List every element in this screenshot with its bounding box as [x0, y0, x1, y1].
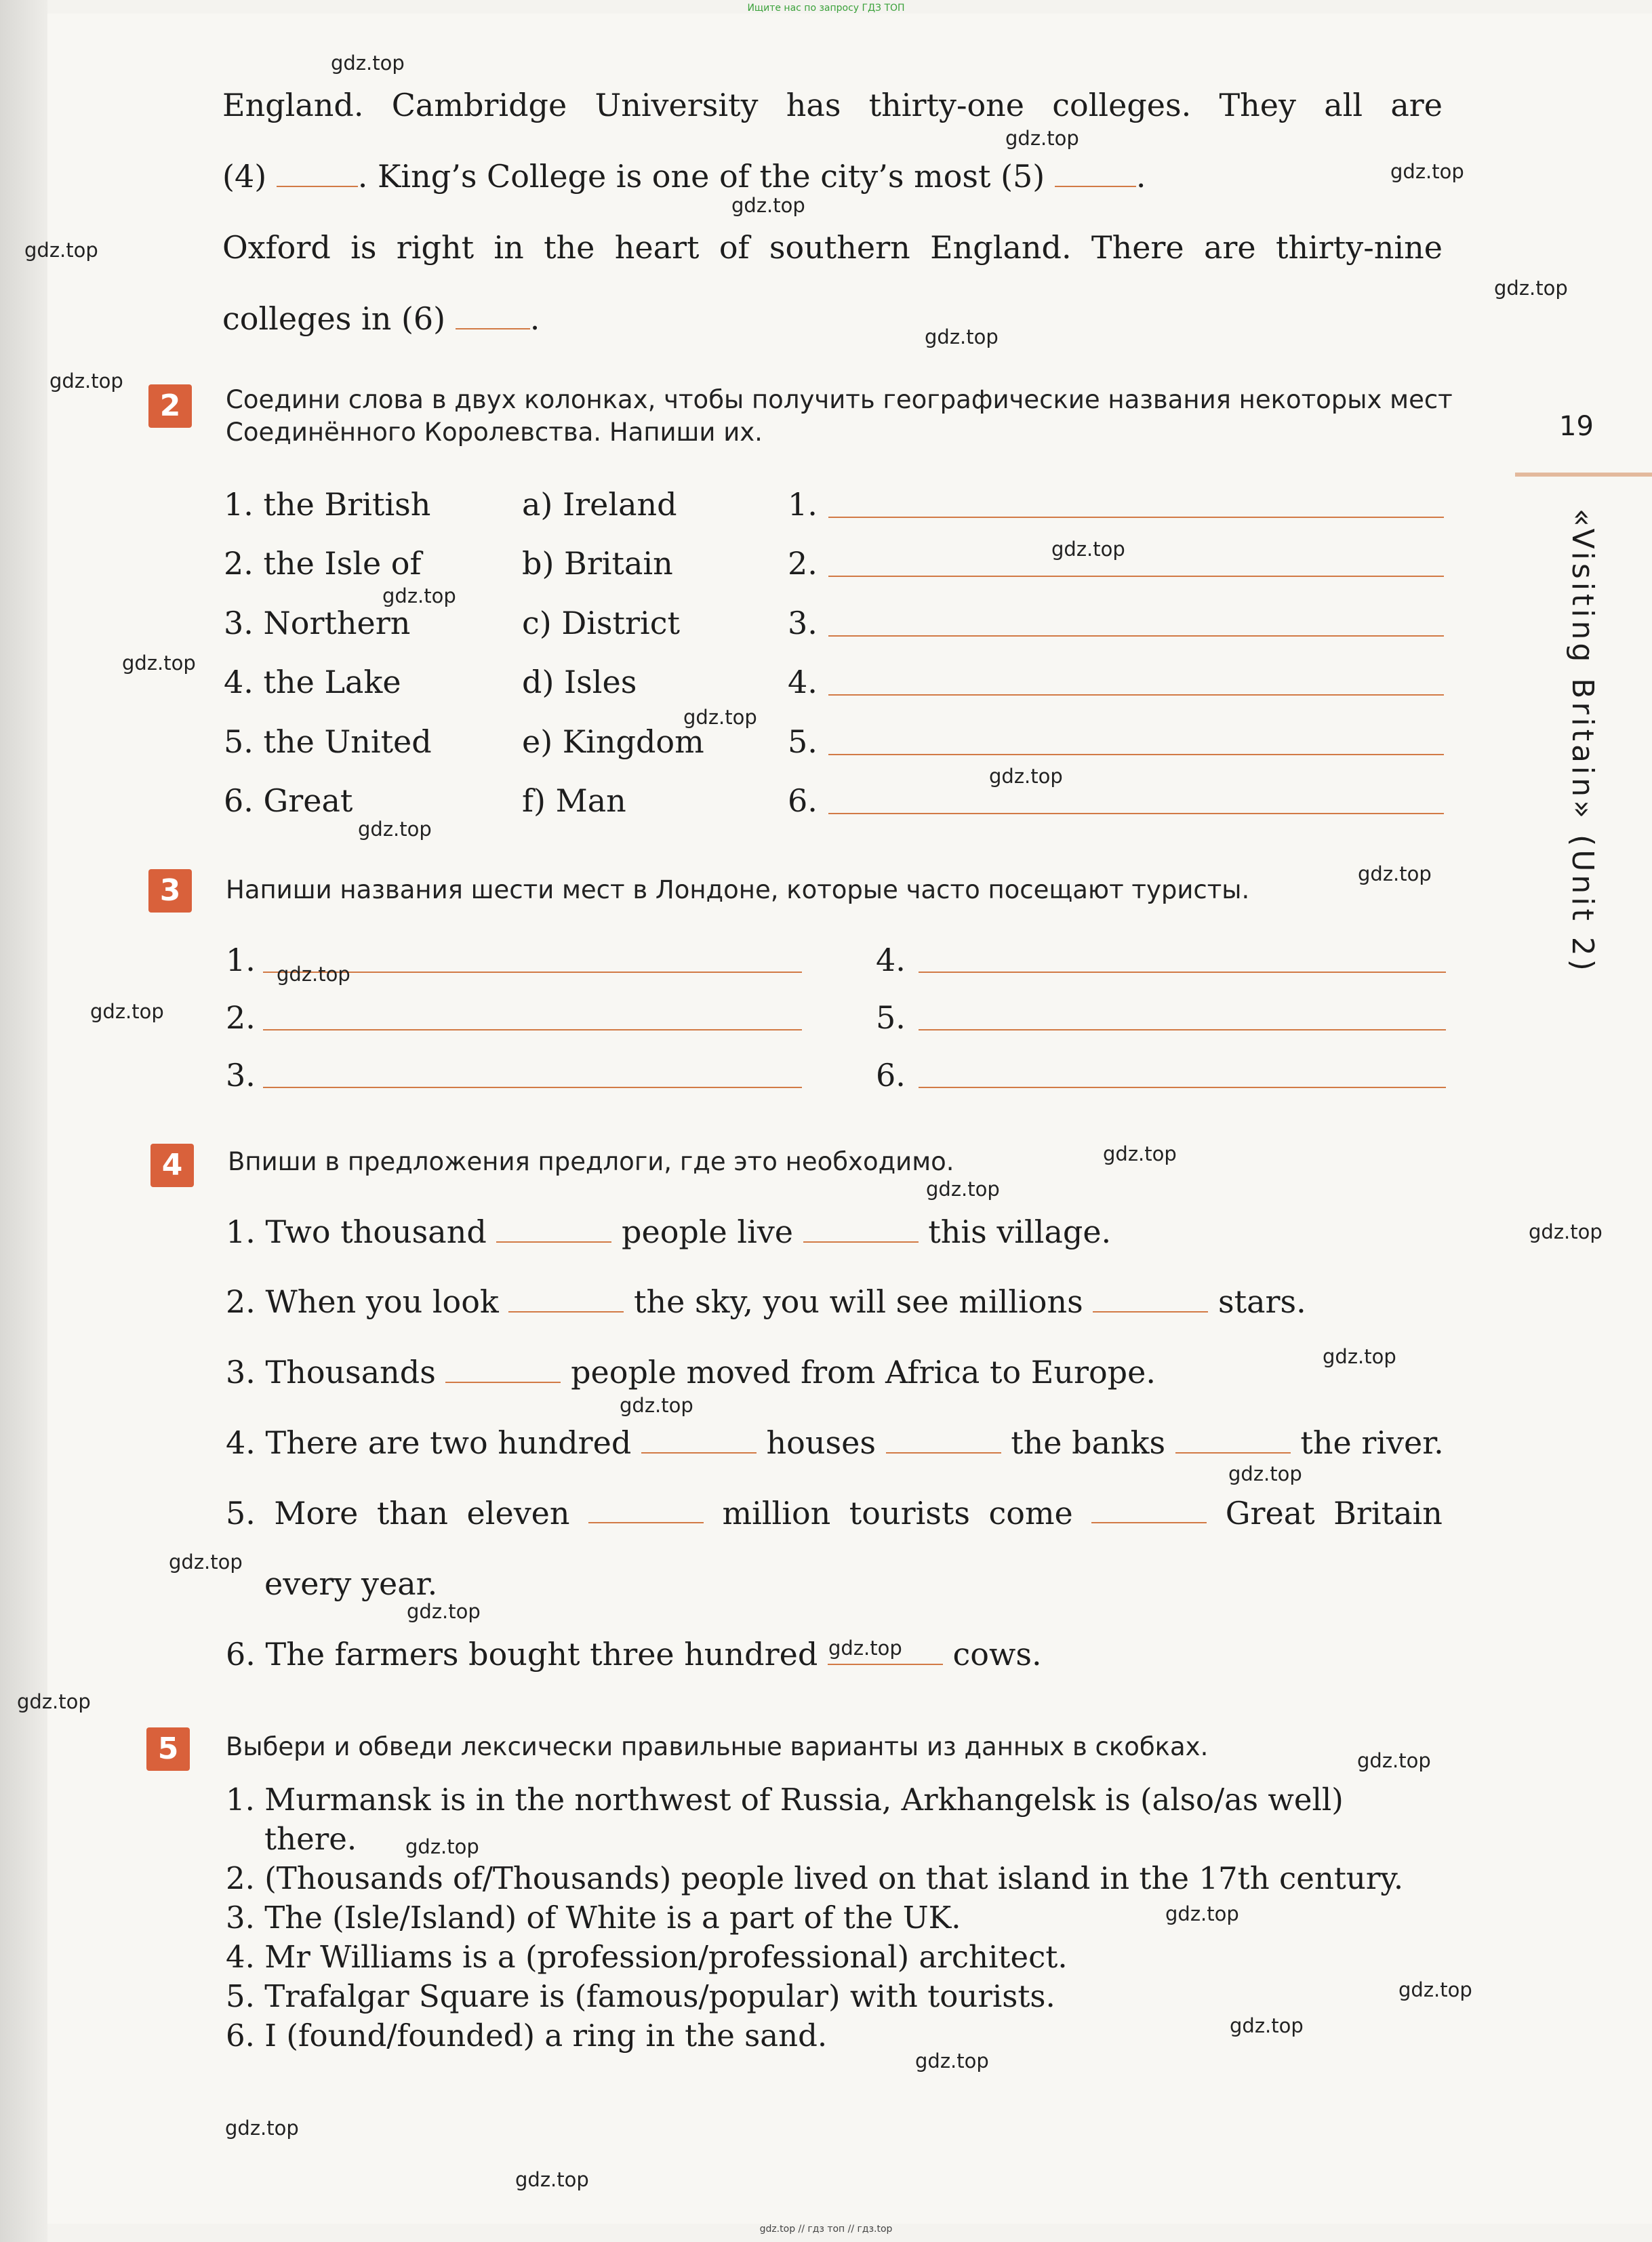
- task-2-answer-line[interactable]: [828, 576, 1444, 577]
- task-2-answer-number: 2.: [788, 545, 818, 582]
- watermark: gdz.top: [405, 1835, 479, 1858]
- task-4-sentence-2: 2. When you look the sky, you will see millions stars.: [226, 1283, 1306, 1320]
- task-2-left-item: 5. the United: [224, 723, 432, 760]
- task-3-answer-line[interactable]: [919, 1029, 1446, 1030]
- task-3-number: 6.: [876, 1057, 906, 1094]
- preposition-blank[interactable]: [588, 1495, 704, 1523]
- watermark: gdz.top: [1165, 1902, 1239, 1925]
- task-2-left-item: 3. Northern: [224, 605, 411, 641]
- watermark: gdz.top: [90, 1000, 164, 1023]
- watermark: gdz.top: [620, 1394, 693, 1417]
- watermark: gdz.top: [1398, 1978, 1472, 2001]
- watermark: gdz.top: [515, 2168, 589, 2191]
- watermark: gdz.top: [1357, 1749, 1431, 1772]
- task-2-answer-line[interactable]: [828, 635, 1444, 637]
- intro-line-2: (4) . King’s College is one of the city’s most (5) .: [222, 158, 1146, 195]
- watermark: gdz.top: [49, 369, 123, 393]
- header-note: Ищите нас по запросу ГДЗ ТОП: [747, 3, 905, 14]
- watermark: gdz.top: [731, 194, 805, 217]
- task-2-answer-number: 1.: [788, 486, 818, 523]
- answer-blank-5[interactable]: [1055, 159, 1136, 187]
- task-3-instruction: Напиши названия шести мест в Лондоне, которые часто посещают туристы.: [226, 875, 1250, 904]
- answer-blank-4[interactable]: [277, 159, 358, 187]
- preposition-blank[interactable]: [445, 1355, 561, 1383]
- task-2-answer-number: 4.: [788, 664, 818, 700]
- watermark: gdz.top: [331, 52, 405, 75]
- task-2-instruction: Соедини слова в двух колонках, чтобы получить географические названия некоторых мест Соединённого Королевства. Напиши их.: [226, 385, 1453, 447]
- task-2-answer-number: 3.: [788, 605, 818, 641]
- preposition-blank[interactable]: [1175, 1425, 1291, 1454]
- watermark: gdz.top: [1529, 1220, 1603, 1243]
- side-rule: [1515, 473, 1652, 477]
- watermark: gdz.top: [17, 1690, 91, 1713]
- intro-line-1: England. Cambridge University has thirty-one colleges. They all are: [222, 87, 1443, 123]
- task-2-left-item: 4. the Lake: [224, 664, 401, 700]
- watermark: gdz.top: [828, 1637, 902, 1660]
- task-3-answer-line[interactable]: [263, 1029, 802, 1030]
- intro-line-3: Oxford is right in the heart of southern England. There are thirty-nine: [222, 229, 1443, 266]
- task-2-answer-line[interactable]: [828, 517, 1444, 518]
- preposition-blank[interactable]: [1093, 1284, 1208, 1313]
- watermark: gdz.top: [225, 2117, 299, 2140]
- task-4-sentence-1: 1. Two thousand people live this village.: [226, 1214, 1112, 1250]
- task-2-right-item: e) Kingdom: [522, 723, 704, 760]
- task-5-item: 3. The (Isle/Island) of White is a part of the UK.: [226, 1900, 961, 1936]
- task-4-sentence-5-cont: every year.: [264, 1565, 438, 1602]
- task-5-item: 2. (Thousands of/Thousands) people lived on that island in the 17th century.: [226, 1860, 1404, 1896]
- task-3-number: 5.: [876, 999, 906, 1036]
- task-2-left-item: 2. the Isle of: [224, 545, 422, 582]
- task-2-left-item: 1. the British: [224, 486, 431, 523]
- task-4-sentence-6: 6. The farmers bought three hundred cows.: [226, 1636, 1042, 1673]
- task-3-number: 3.: [226, 1057, 256, 1094]
- task-2-right-item: b) Britain: [522, 545, 673, 582]
- task-3-number: 4.: [876, 942, 906, 978]
- task-3-number: 2.: [226, 999, 256, 1036]
- watermark: gdz.top: [1051, 538, 1125, 561]
- watermark: gdz.top: [926, 1178, 1000, 1201]
- task-2-right-item: f) Man: [522, 782, 626, 819]
- task-2-right-item: a) Ireland: [522, 486, 677, 523]
- task-5-instruction: Выбери и обведи лексически правильные варианты из данных в скобках.: [226, 1732, 1209, 1761]
- task-2-answer-line[interactable]: [828, 754, 1444, 755]
- watermark: gdz.top: [989, 765, 1063, 788]
- preposition-blank[interactable]: [641, 1425, 757, 1454]
- watermark: gdz.top: [122, 652, 196, 675]
- watermark: gdz.top: [407, 1600, 481, 1623]
- answer-blank-6[interactable]: [456, 301, 530, 329]
- watermark: gdz.top: [24, 239, 98, 262]
- task-2-right-item: c) District: [522, 605, 680, 641]
- book-spine-shadow: [0, 0, 47, 2242]
- task-2-right-item: d) Isles: [522, 664, 637, 700]
- watermark: gdz.top: [1230, 2014, 1304, 2037]
- task-2-answer-line[interactable]: [828, 813, 1444, 814]
- task-3-answer-line[interactable]: [263, 1087, 802, 1088]
- task-5-item: 4. Mr Williams is a (profession/professional) architect.: [226, 1939, 1068, 1975]
- task-3-answer-line[interactable]: [919, 972, 1446, 973]
- task-2-badge: 2: [148, 384, 192, 428]
- watermark: gdz.top: [1494, 277, 1568, 300]
- watermark: gdz.top: [683, 706, 757, 729]
- page-number: 19: [1559, 411, 1594, 442]
- task-2-answer-number: 6.: [788, 782, 818, 819]
- watermark: gdz.top: [925, 325, 999, 348]
- watermark: gdz.top: [1390, 160, 1464, 183]
- task-5-badge: 5: [146, 1727, 190, 1771]
- task-2-answer-number: 5.: [788, 723, 818, 760]
- watermark: gdz.top: [1323, 1345, 1396, 1368]
- footer-note: gdz.top // гдз топ // гдз.top: [759, 2224, 893, 2235]
- watermark: gdz.top: [382, 584, 456, 607]
- task-3-badge: 3: [148, 869, 192, 913]
- side-unit-title: «Visiting Britain» (Unit 2): [1565, 508, 1600, 974]
- watermark: gdz.top: [358, 818, 432, 841]
- preposition-blank[interactable]: [1091, 1495, 1207, 1523]
- task-3-answer-line[interactable]: [919, 1087, 1446, 1088]
- task-4-sentence-5: 5. More than eleven million tourists come Great Britain: [226, 1495, 1443, 1532]
- task-4-sentence-4: 4. There are two hundred houses the banks the river.: [226, 1424, 1444, 1461]
- task-3-number: 1.: [226, 942, 256, 978]
- preposition-blank[interactable]: [803, 1214, 919, 1243]
- task-5-item: 1. Murmansk is in the northwest of Russia, Arkhangelsk is (also/as well): [226, 1782, 1344, 1818]
- watermark: gdz.top: [277, 963, 350, 986]
- preposition-blank[interactable]: [496, 1214, 611, 1243]
- task-5-item: there.: [264, 1821, 357, 1857]
- watermark: gdz.top: [1005, 127, 1079, 150]
- task-4-sentence-3: 3. Thousands people moved from Africa to Europe.: [226, 1354, 1156, 1390]
- task-5-item: 6. I (found/founded) a ring in the sand.: [226, 2018, 828, 2054]
- task-2-left-item: 6. Great: [224, 782, 353, 819]
- watermark: gdz.top: [1103, 1142, 1177, 1165]
- watermark: gdz.top: [1358, 862, 1432, 885]
- task-2-answer-line[interactable]: [828, 694, 1444, 696]
- preposition-blank[interactable]: [508, 1284, 624, 1313]
- intro-line-4: colleges in (6) .: [222, 300, 540, 337]
- watermark: gdz.top: [169, 1550, 243, 1574]
- task-4-badge: 4: [150, 1144, 194, 1187]
- watermark: gdz.top: [1228, 1462, 1302, 1485]
- watermark: gdz.top: [915, 2049, 989, 2073]
- task-4-instruction: Впиши в предложения предлоги, где это необходимо.: [228, 1147, 954, 1176]
- task-5-item: 5. Trafalgar Square is (famous/popular) with tourists.: [226, 1978, 1055, 2014]
- preposition-blank[interactable]: [886, 1425, 1001, 1454]
